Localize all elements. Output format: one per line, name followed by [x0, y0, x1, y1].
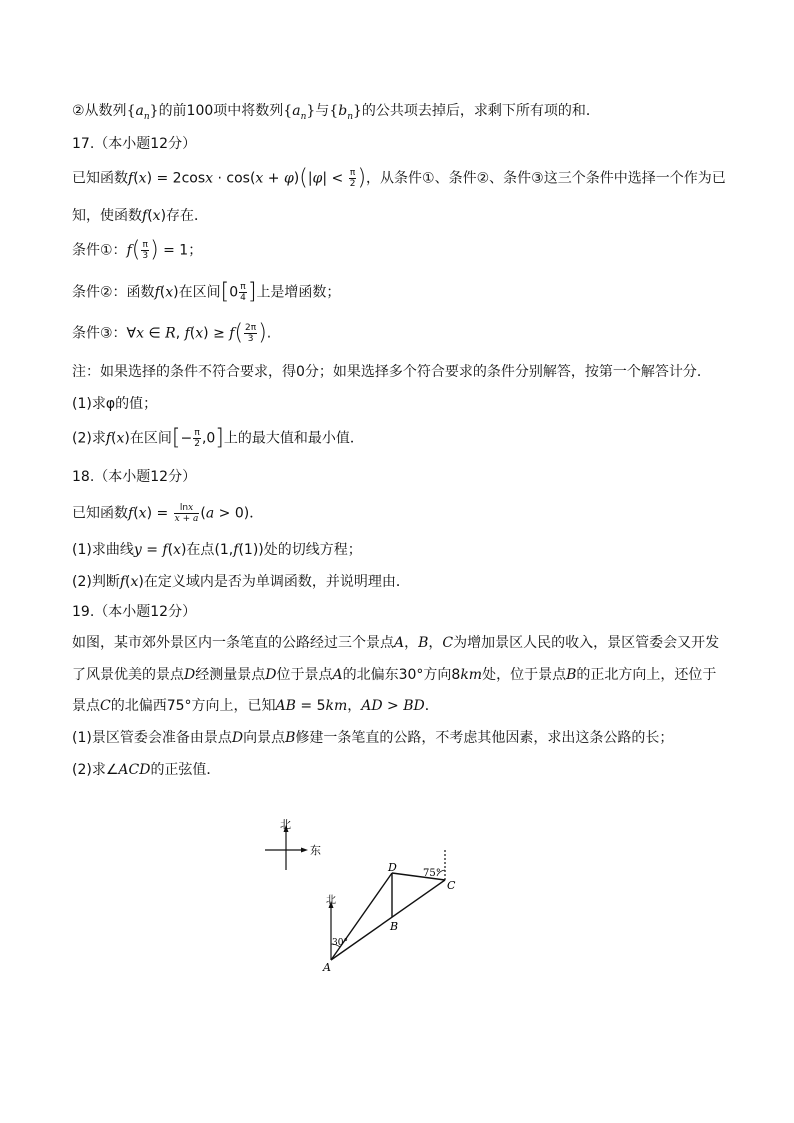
q17-part-1: (1)求φ的值；	[72, 396, 158, 412]
q19-statement-2: 了风景优美的景点D经测量景点D位于景点A的北偏东30°方向8km处，位于景点B的正北方向上，还位于	[72, 667, 717, 683]
compass-north-label: 北	[280, 818, 291, 831]
point-d: D	[388, 861, 397, 874]
q19-statement-3: 景点C的北偏西75°方向上，已知AB = 5km，AD > BD．	[72, 698, 439, 714]
angle-label-a: 30°	[332, 938, 348, 948]
compass	[265, 818, 321, 870]
point-a: A	[323, 961, 331, 974]
q18-heading: 18.（本小题12分）	[72, 469, 197, 485]
angle-label-c: 75°	[423, 868, 441, 879]
sequence-question-line: ②从数列$\{a_n\}$的前100项中将数列$\{a_n\}$与$\{b_n\}$的公共项去掉后，求剩下所有项的和．	[72, 103, 600, 122]
condition-3: 条件③：∀x ∈ R, f(x) ≥ f( $\frac{2\pi}{3}$ ).	[72, 320, 272, 346]
q17-part-2: (2)求f(x)在区间[− $\frac{\pi}{2}$ ,0]上的最大值和最小值．	[72, 425, 364, 451]
condition-1: 条件①：f( $\frac{\pi}{3}$ ) = 1；	[72, 237, 203, 263]
q18-part-1: (1)求曲线y = f(x)在点(1,f(1))处的切线方程；	[72, 542, 362, 558]
q18-statement: 已知函数f(x) = $\frac{\ln x}{x + a}$ (a > 0)．	[72, 503, 264, 524]
point-b: B	[390, 920, 399, 933]
q19-part-1: (1)景区管委会准备由景点D向景点B修建一条笔直的公路，不考虑其他因素，求出这条公路的长；	[72, 730, 674, 746]
segment-ac	[331, 880, 445, 960]
q19-heading: 19.（本小题12分）	[72, 604, 197, 620]
note: 注：如果选择的条件不符合要求，得0分；如果选择多个符合要求的条件分别解答，按第一个解答计分．	[72, 364, 711, 380]
geometry-figure	[258, 812, 498, 982]
q19-statement-1: 如图，某市郊外景区内一条笔直的公路经过三个景点A，B，C为增加景区人民的收入，景区管委会又开发	[72, 635, 720, 651]
point-c: C	[447, 879, 456, 892]
q19-part-2: (2)求∠ACD的正弦值．	[72, 762, 221, 778]
q17-statement-2: 知，使函数f(x)存在．	[72, 208, 209, 224]
north-label-a: 北	[326, 895, 336, 906]
condition-2: 条件②：函数f(x)在区间[0 $\frac{\pi}{4}$ ]上是增函数；	[72, 279, 341, 305]
q18-part-2: (2)判断f(x)在定义域内是否为单调函数，并说明理由．	[72, 574, 410, 590]
q17-heading: 17.（本小题12分）	[72, 136, 197, 152]
compass-east-label: 东	[310, 844, 321, 857]
q17-statement-1: 已知函数f(x) = 2cosx · cos(x + φ)(|φ| < $\frac{\pi}{2}$ )，从条件①、条件②、条件③这三个条件中选择一个作为已	[72, 165, 726, 191]
